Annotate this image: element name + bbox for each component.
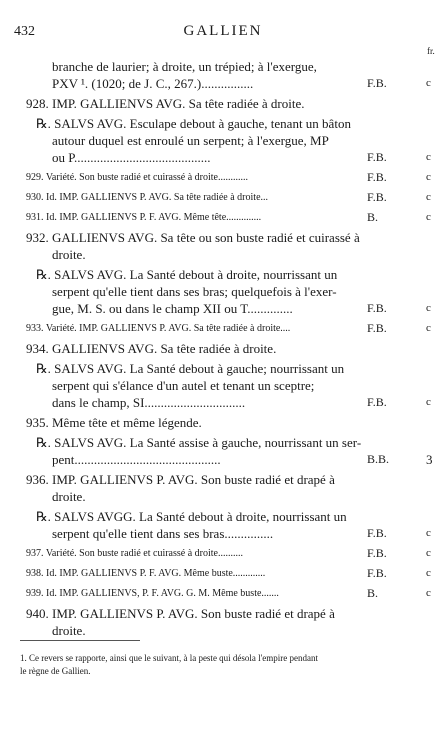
- frequency-mark: F.B.: [367, 566, 387, 580]
- catalogue-line: [0, 622, 446, 639]
- catalogue-line: [0, 283, 446, 300]
- line-text: ℞. SALVS AVG. La Santé debout à droite, nourrissant un: [36, 267, 338, 282]
- line-text: 929. Variété. Son buste radié et cuirassé à droite............: [26, 172, 248, 183]
- line-text: 930. Id. IMP. GALLIENVS P. AVG. Sa tête radiée à droite...: [26, 192, 269, 203]
- line-text: 933. Variété. IMP. GALLIENVS P. AVG. Sa tête radiée à droite....: [26, 323, 291, 334]
- frequency-mark: F.B.: [367, 321, 387, 335]
- rarity-mark: c: [426, 77, 431, 89]
- catalogue-line: [0, 246, 446, 263]
- catalogue-line: [0, 414, 446, 431]
- line-text: 935. Même tête et même légende.: [26, 415, 202, 430]
- catalogue-line: [0, 169, 446, 186]
- catalogue-line: [0, 189, 446, 206]
- catalogue-line: [0, 585, 446, 602]
- catalogue-line: [0, 149, 446, 166]
- catalogue-line: [0, 508, 446, 525]
- catalogue-line: [0, 300, 446, 317]
- line-text: ℞. SALVS AVG. La Santé debout à gauche; nourrissant un: [36, 361, 345, 376]
- catalogue-line: [0, 605, 446, 622]
- line-text: 928. IMP. GALLIENVS AVG. Sa tête radiée à droite.: [26, 96, 305, 111]
- catalogue-body: [0, 58, 446, 639]
- catalogue-line: [0, 488, 446, 505]
- line-text: 940. IMP. GALLIENVS P. AVG. Son buste radié et drapé à: [26, 606, 335, 621]
- line-text: ℞. SALVS AVG. La Santé assise à gauche, nourrissant un ser-: [36, 435, 362, 450]
- running-head: GALLIEN: [183, 23, 263, 39]
- catalogue-line: [0, 360, 446, 377]
- catalogue-line: [0, 320, 446, 337]
- line-text: serpent qui s'élance d'un autel et tenant un sceptre;: [52, 378, 315, 393]
- frequency-mark: F.B.: [367, 526, 387, 540]
- line-text: 937. Variété. Son buste radié et cuirassé à droite..........: [26, 548, 243, 559]
- catalogue-line: [0, 451, 446, 468]
- rarity-mark: 3: [426, 452, 433, 467]
- line-text: 932. GALLIENVS AVG. Sa tête ou son buste radié et cuirassé à: [26, 230, 360, 245]
- rarity-mark: c: [426, 547, 431, 559]
- line-text: 934. GALLIENVS AVG. Sa tête radiée à droite.: [26, 341, 277, 356]
- line-text: gue, M. S. ou dans le champ XII ou T..............: [52, 301, 293, 316]
- catalogue-line: [0, 266, 446, 283]
- line-text: droite.: [52, 489, 86, 504]
- frequency-mark: F.B.: [367, 546, 387, 560]
- catalogue-line: [0, 471, 446, 488]
- catalogue-line: [0, 115, 446, 132]
- line-text: 939. Id. IMP. GALLIENVS, P. F. AVG. G. M. Même buste.......: [26, 588, 279, 599]
- catalogue-line: [0, 525, 446, 542]
- rarity-mark: c: [426, 151, 431, 163]
- rarity-mark: c: [426, 527, 431, 539]
- catalogue-line: [0, 229, 446, 246]
- frequency-mark: F.B.: [367, 76, 387, 90]
- catalogue-line: [0, 565, 446, 582]
- rarity-mark: c: [426, 396, 431, 408]
- line-text: autour duquel est enroulé un serpent; à l'exergue, MP: [52, 133, 329, 148]
- line-text: serpent qu'elle tient dans ses bras...............: [52, 526, 274, 541]
- rarity-mark: c: [426, 322, 431, 334]
- footnote-rule: [20, 640, 140, 641]
- rarity-mark: c: [426, 587, 431, 599]
- catalogue-line: [0, 434, 446, 451]
- catalogue-line: [0, 545, 446, 562]
- frequency-mark: F.B.: [367, 150, 387, 164]
- line-text: 931. Id. IMP. GALLIENVS P. F. AVG. Même tête..............: [26, 212, 262, 223]
- frequency-mark: F.B.: [367, 170, 387, 184]
- rarity-mark: c: [426, 171, 431, 183]
- frequency-mark: F.B.: [367, 301, 387, 315]
- page-number: 432: [14, 24, 35, 39]
- line-text: ℞. SALVS AVGG. La Santé debout à droite, nourrissant un: [36, 509, 347, 524]
- line-text: 938. Id. IMP. GALLIENVS P. F. AVG. Même buste.............: [26, 568, 266, 579]
- catalogue-line: [0, 209, 446, 226]
- catalogue-line: [0, 340, 446, 357]
- line-text: PXV ¹. (1020; de J. C., 267.)................: [52, 76, 254, 91]
- catalogue-line: [0, 75, 446, 92]
- line-text: droite.: [52, 623, 86, 638]
- catalogue-line: [0, 58, 446, 75]
- frequency-mark: F.B.: [367, 395, 387, 409]
- frequency-mark: F.B.: [367, 190, 387, 204]
- line-text: serpent qu'elle tient dans ses bras; quelquefois à l'exer-: [52, 284, 337, 299]
- catalogue-line: [0, 132, 446, 149]
- footnote-line-2: le règne de Gallien.: [20, 666, 91, 676]
- line-text: ou P..........................................: [52, 150, 211, 165]
- line-text: pent.............................................: [52, 452, 221, 467]
- frequency-mark: B.: [367, 210, 379, 224]
- rarity-mark: c: [426, 191, 431, 203]
- catalogue-line: [0, 377, 446, 394]
- footnote-line-1: 1. Ce revers se rapporte, ainsi que le suivant, à la peste qui désola l'empire pendant: [20, 653, 319, 663]
- line-text: 936. IMP. GALLIENVS P. AVG. Son buste radié et drapé à: [26, 472, 335, 487]
- line-text: branche de laurier; à droite, un trépied; à l'exergue,: [52, 59, 317, 74]
- line-text: ℞. SALVS AVG. Esculape debout à gauche, tenant un bâton: [36, 116, 351, 131]
- frequency-mark: B.B.: [367, 452, 390, 466]
- catalogue-line: [0, 95, 446, 112]
- rarity-mark: c: [426, 567, 431, 579]
- line-text: droite.: [52, 247, 86, 262]
- rarity-mark: c: [426, 302, 431, 314]
- column-label: fr.: [427, 46, 435, 56]
- line-text: dans le champ, SI...............................: [52, 395, 246, 410]
- rarity-mark: c: [426, 211, 431, 223]
- frequency-mark: B.: [367, 586, 379, 600]
- catalogue-line: [0, 394, 446, 411]
